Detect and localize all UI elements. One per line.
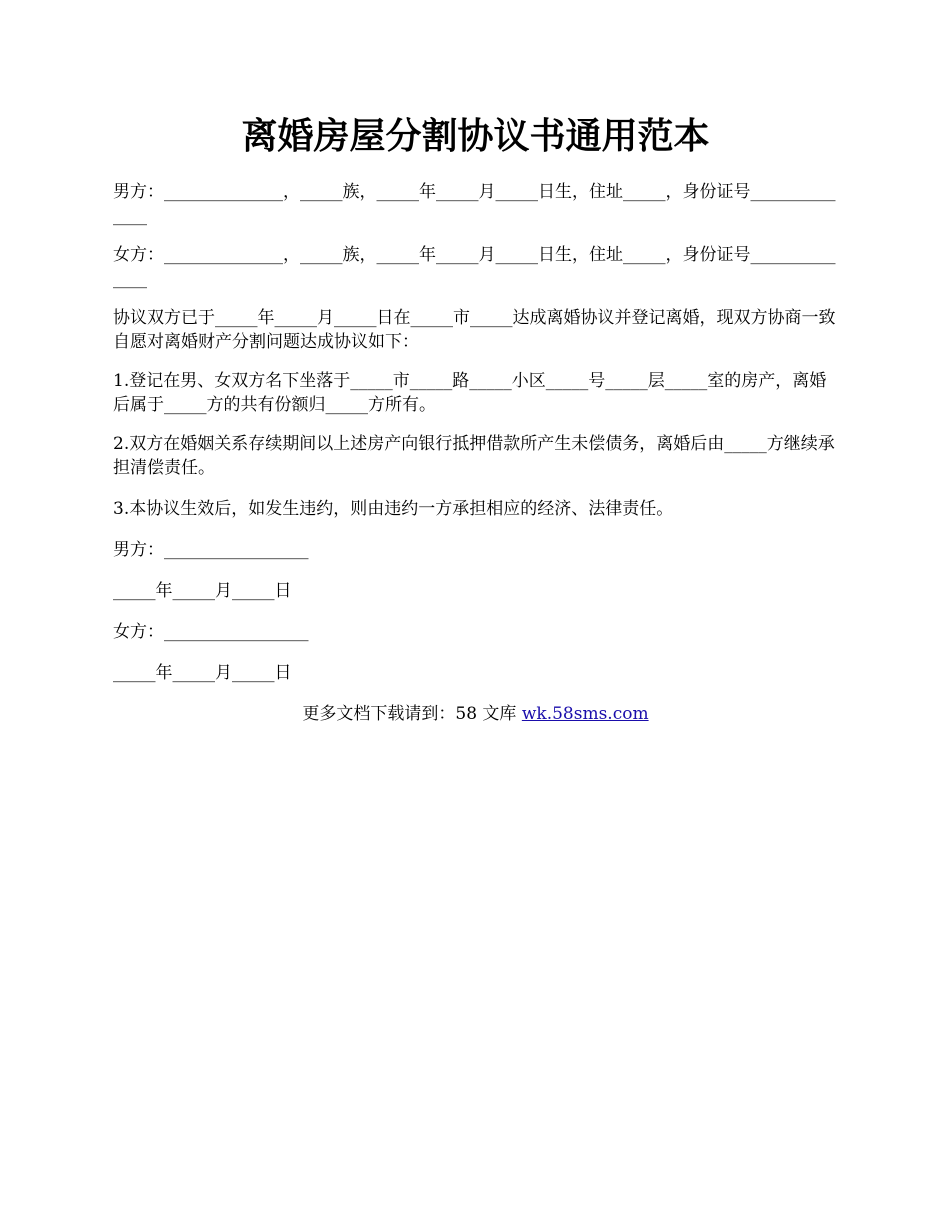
female-signature-line: 女方：_________________ (113, 622, 309, 642)
male-signature-date: _____年_____月_____日 (113, 581, 292, 601)
footer-link[interactable]: wk.58sms.com (521, 704, 649, 724)
female-signature-date: _____年_____月_____日 (113, 663, 292, 683)
document-title: 离婚房屋分割协议书通用范本 (241, 115, 710, 157)
clause-3: 3.本协议生效后，如发生违约，则由违约一方承担相应的经济、法律责任。 (113, 499, 674, 519)
download-footer (113, 702, 838, 726)
male-signature-line: 男方：_________________ (113, 540, 309, 560)
clause-1: 1.登记在男、女双方名下坐落于_____市_____路_____小区_____号_____层_____室的房产，离婚后属于_____方的共有份额归_____方所有。 (113, 371, 827, 415)
footer-text: 更多文档下载请到：58 文库 (302, 704, 522, 724)
clause-2: 2.双方在婚姻关系存续期间以上述房产向银行抵押借款所产生未偿债务，离婚后由_____方继续承担清偿责任。 (113, 434, 835, 478)
agreement-intro: 协议双方已于_____年_____月_____日在_____市_____达成离婚协议并登记离婚，现双方协商一致自愿对离婚财产分割问题达成协议如下： (113, 308, 836, 352)
male-party-info: 男方：______________，_____族，_____年_____月_____日生，住址_____，身份证号______________ (113, 182, 836, 226)
female-party-info: 女方：______________，_____族，_____年_____月_____日生，住址_____，身份证号______________ (113, 245, 836, 289)
